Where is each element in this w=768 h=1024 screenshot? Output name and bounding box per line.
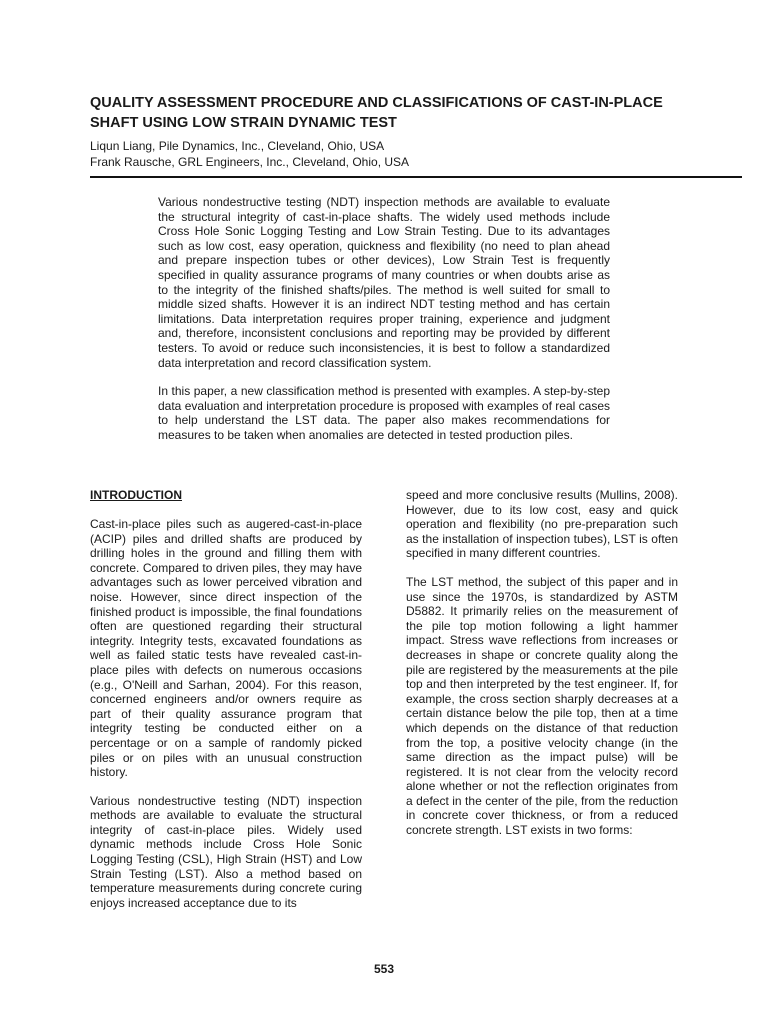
body-paragraph: The LST method, the subject of this paper and in use since the 1970s, is standardized by ASTM D5882. It primarily relies on the measurement of the pile top motion following a light hammer impact. Stress wave reflections from increases or decreases in shape or concrete quality along the pile are registered by the measurements at the pile top and then interpreted by the test engineer. If, for example, the cross section sharply decreases at a certain distance below the pile top, then at a time which depends on the distance of that reduction from the top, a positive velocity change (in the same direction as the impact pulse) will be registered. It is not clear from the velocity record alone whether or not the reflection originates from a defect in the center of the pile, from the reduction in concrete cover thickness, or from a reduced concrete strength. LST exists in two forms: — [406, 574, 678, 838]
abstract-paragraph: Various nondestructive testing (NDT) inspection methods are available to evaluate the structural integrity of cast-in-place shafts. The widely used methods include Cross Hole Sonic Logging Testing and Low Strain Testing. Due to its advantages such as low cost, easy operation, quickness and flexibility (no need to plan ahead and prepare inspection tubes or other devices), Low Strain Test is frequently specified in quality assurance programs of many countries or when doubts arise as to the integrity of the finished shafts/piles. The method is well suited for small to middle sized shafts. However it is an indirect NDT testing method and has certain limitations. Data interpretation requires proper training, experience and judgment and, therefore, inconsistent conclusions and reporting may be provided by different testers. To avoid or reduce such inconsistencies, it is best to follow a standardized data interpretation and record classification system. — [158, 195, 610, 370]
author-list — [90, 139, 409, 170]
header-divider — [90, 176, 742, 178]
left-column — [90, 488, 362, 924]
body-paragraph: Cast-in-place piles such as augered-cast-in-place (ACIP) piles and drilled shafts are produced by drilling holes in the ground and filling them with concrete. Compared to driven piles, they may have advantages such as lower perceived vibration and noise. However, since direct inspection of the finished product is impossible, the final foundations often are questioned regarding their structural integrity. Integrity tests, excavated foundations as well as failed static tests have revealed cast-in-place piles with defects on numerous occasions (e.g., O'Neill and Sarhan, 2004). For this reason, concerned engineers and/or owners require as part of their quality assurance program that integrity testing be conducted either on a percentage or on a sample of randomly picked piles or on piles with an unusual construction history. — [90, 517, 362, 780]
body-paragraph: speed and more conclusive results (Mullins, 2008). However, due to its low cost, easy and quick operation and flexibility (no pre-preparation such as the installation of inspection tubes), LST is often specified in many different countries. — [406, 488, 678, 561]
right-column — [406, 488, 678, 852]
paper-title: QUALITY ASSESSMENT PROCEDURE AND CLASSIFICATIONS OF CAST-IN-PLACE SHAFT USING LOW STRAIN DYNAMIC TEST — [90, 95, 663, 131]
abstract-paragraph: In this paper, a new classification method is presented with examples. A step-by-step data evaluation and interpretation procedure is proposed with examples of real cases to help understand the LST data. The paper also makes recommendations for measures to be taken when anomalies are detected in tested production piles. — [158, 384, 610, 442]
section-heading-introduction: INTRODUCTION — [90, 488, 182, 502]
author-affiliation: Liqun Liang, Pile Dynamics, Inc., Cleveland, Ohio, USA — [90, 139, 385, 153]
abstract — [158, 195, 610, 457]
page-number: 553 — [373, 962, 395, 976]
author-affiliation: Frank Rausche, GRL Engineers, Inc., Cleveland, Ohio, USA — [90, 154, 410, 169]
body-paragraph: Various nondestructive testing (NDT) inspection methods are available to evaluate the structural integrity of cast-in-place piles. Widely used dynamic methods include Cross Hole Sonic Logging Testing (CSL), High Strain (HST) and Low Strain Testing (LST). Also a method based on temperature measurements during concrete curing enjoys increased acceptance due to its — [90, 793, 362, 910]
